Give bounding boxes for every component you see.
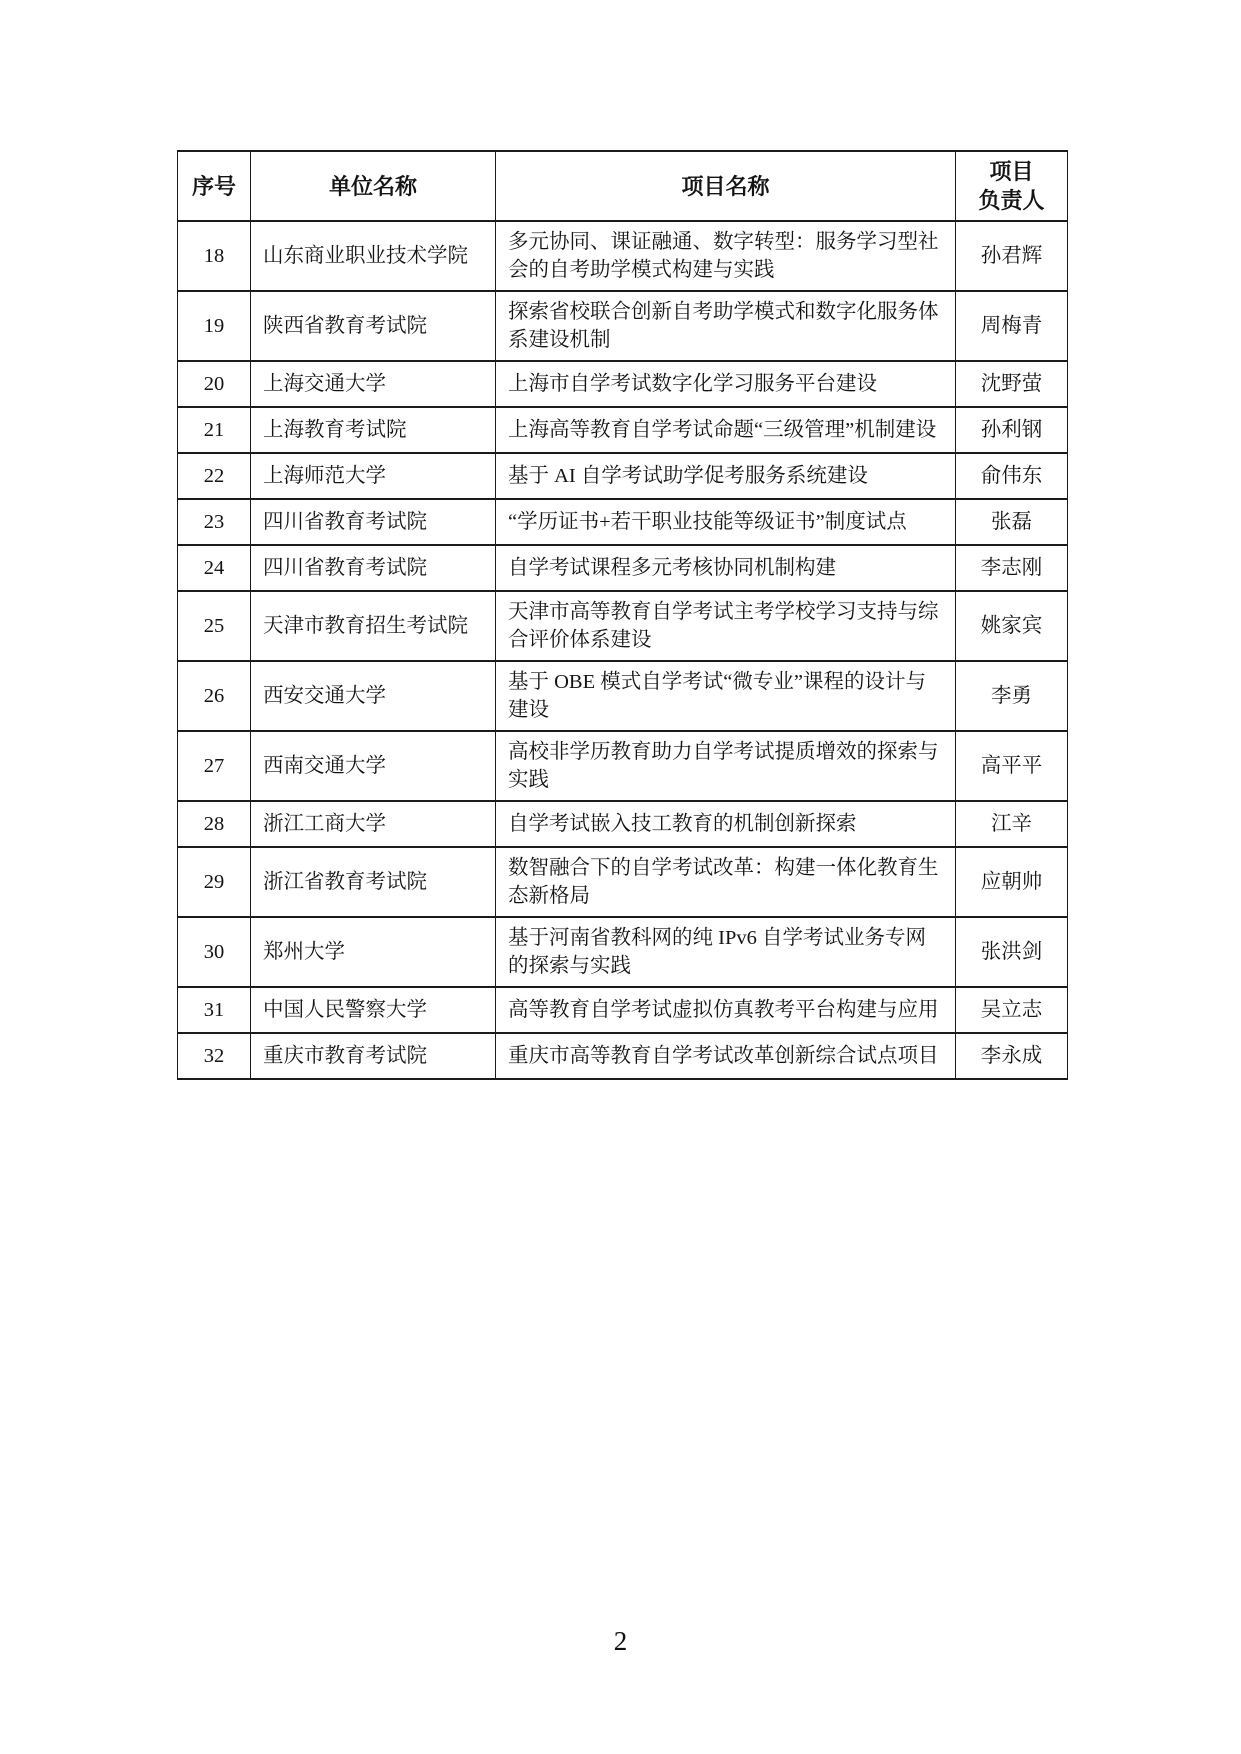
header-project-leader xyxy=(956,151,1068,221)
row-number-cell: 25 xyxy=(178,591,251,661)
project-name-cell: 多元协同、课证融通、数字转型：服务学习型社会的自考助学模式构建与实践 xyxy=(496,221,956,291)
unit-name-cell: 上海教育考试院 xyxy=(251,407,496,453)
header-project-leader-line2: 负责人 xyxy=(978,188,1045,213)
table-row xyxy=(178,407,1068,453)
row-number-cell: 29 xyxy=(178,847,251,917)
unit-name-cell: 西南交通大学 xyxy=(251,731,496,801)
project-leader-cell: 姚家宾 xyxy=(956,591,1068,661)
unit-name-cell: 重庆市教育考试院 xyxy=(251,1033,496,1079)
row-number-cell: 32 xyxy=(178,1033,251,1079)
header-no: 序号 xyxy=(178,151,251,221)
row-number-cell: 23 xyxy=(178,499,251,545)
row-number-cell: 22 xyxy=(178,453,251,499)
table-row xyxy=(178,361,1068,407)
project-leader-cell: 俞伟东 xyxy=(956,453,1068,499)
project-leader-cell: 孙利钢 xyxy=(956,407,1068,453)
header-project-leader-line1: 项目 xyxy=(989,159,1034,184)
project-name-cell: 天津市高等教育自学考试主考学校学习支持与综合评价体系建设 xyxy=(496,591,956,661)
project-leader-cell: 江辛 xyxy=(956,801,1068,847)
unit-name-cell: 上海师范大学 xyxy=(251,453,496,499)
header-unit-name: 单位名称 xyxy=(251,151,496,221)
unit-name-cell: 浙江省教育考试院 xyxy=(251,847,496,917)
project-name-cell: 高校非学历教育助力自学考试提质增效的探索与实践 xyxy=(496,731,956,801)
row-number-cell: 30 xyxy=(178,917,251,987)
unit-name-cell: 中国人民警察大学 xyxy=(251,987,496,1033)
table-row xyxy=(178,987,1068,1033)
unit-name-cell: 山东商业职业技术学院 xyxy=(251,221,496,291)
table-row xyxy=(178,1033,1068,1079)
project-name-cell: 探索省校联合创新自考助学模式和数字化服务体系建设机制 xyxy=(496,291,956,361)
project-leader-cell: 张磊 xyxy=(956,499,1068,545)
table-row xyxy=(178,731,1068,801)
unit-name-cell: 四川省教育考试院 xyxy=(251,545,496,591)
row-number-cell: 21 xyxy=(178,407,251,453)
project-name-cell: 基于 OBE 模式自学考试“微专业”课程的设计与建设 xyxy=(496,661,956,731)
table-row xyxy=(178,661,1068,731)
project-name-cell: 高等教育自学考试虚拟仿真教考平台构建与应用 xyxy=(496,987,956,1033)
unit-name-cell: 四川省教育考试院 xyxy=(251,499,496,545)
table-row xyxy=(178,591,1068,661)
table-row xyxy=(178,291,1068,361)
project-name-cell: 基于 AI 自学考试助学促考服务系统建设 xyxy=(496,453,956,499)
project-name-cell: 基于河南省教科网的纯 IPv6 自学考试业务专网的探索与实践 xyxy=(496,917,956,987)
project-leader-cell: 张洪剑 xyxy=(956,917,1068,987)
project-leader-cell: 李永成 xyxy=(956,1033,1068,1079)
project-table xyxy=(177,150,1068,1080)
unit-name-cell: 浙江工商大学 xyxy=(251,801,496,847)
project-name-cell: 上海高等教育自学考试命题“三级管理”机制建设 xyxy=(496,407,956,453)
row-number-cell: 20 xyxy=(178,361,251,407)
table-header-row xyxy=(178,151,1068,221)
unit-name-cell: 上海交通大学 xyxy=(251,361,496,407)
unit-name-cell: 天津市教育招生考试院 xyxy=(251,591,496,661)
project-name-cell: 自学考试嵌入技工教育的机制创新探索 xyxy=(496,801,956,847)
row-number-cell: 19 xyxy=(178,291,251,361)
project-name-cell: 上海市自学考试数字化学习服务平台建设 xyxy=(496,361,956,407)
row-number-cell: 26 xyxy=(178,661,251,731)
table-row xyxy=(178,545,1068,591)
project-leader-cell: 吴立志 xyxy=(956,987,1068,1033)
table-row xyxy=(178,453,1068,499)
unit-name-cell: 郑州大学 xyxy=(251,917,496,987)
project-leader-cell: 李志刚 xyxy=(956,545,1068,591)
project-name-cell: 数智融合下的自学考试改革：构建一体化教育生态新格局 xyxy=(496,847,956,917)
project-leader-cell: 周梅青 xyxy=(956,291,1068,361)
table-row xyxy=(178,847,1068,917)
page-number: 2 xyxy=(613,1626,628,1656)
project-table-body xyxy=(178,221,1068,1079)
project-leader-cell: 李勇 xyxy=(956,661,1068,731)
row-number-cell: 18 xyxy=(178,221,251,291)
row-number-cell: 31 xyxy=(178,987,251,1033)
table-row xyxy=(178,221,1068,291)
row-number-cell: 27 xyxy=(178,731,251,801)
table-row xyxy=(178,499,1068,545)
row-number-cell: 24 xyxy=(178,545,251,591)
project-leader-cell: 孙君辉 xyxy=(956,221,1068,291)
row-number-cell: 28 xyxy=(178,801,251,847)
header-project-name: 项目名称 xyxy=(496,151,956,221)
unit-name-cell: 陕西省教育考试院 xyxy=(251,291,496,361)
table-row xyxy=(178,917,1068,987)
project-name-cell: “学历证书+若干职业技能等级证书”制度试点 xyxy=(496,499,956,545)
project-name-cell: 自学考试课程多元考核协同机制构建 xyxy=(496,545,956,591)
table-row xyxy=(178,801,1068,847)
project-leader-cell: 沈野萤 xyxy=(956,361,1068,407)
project-leader-cell: 高平平 xyxy=(956,731,1068,801)
project-leader-cell: 应朝帅 xyxy=(956,847,1068,917)
project-name-cell: 重庆市高等教育自学考试改革创新综合试点项目 xyxy=(496,1033,956,1079)
unit-name-cell: 西安交通大学 xyxy=(251,661,496,731)
